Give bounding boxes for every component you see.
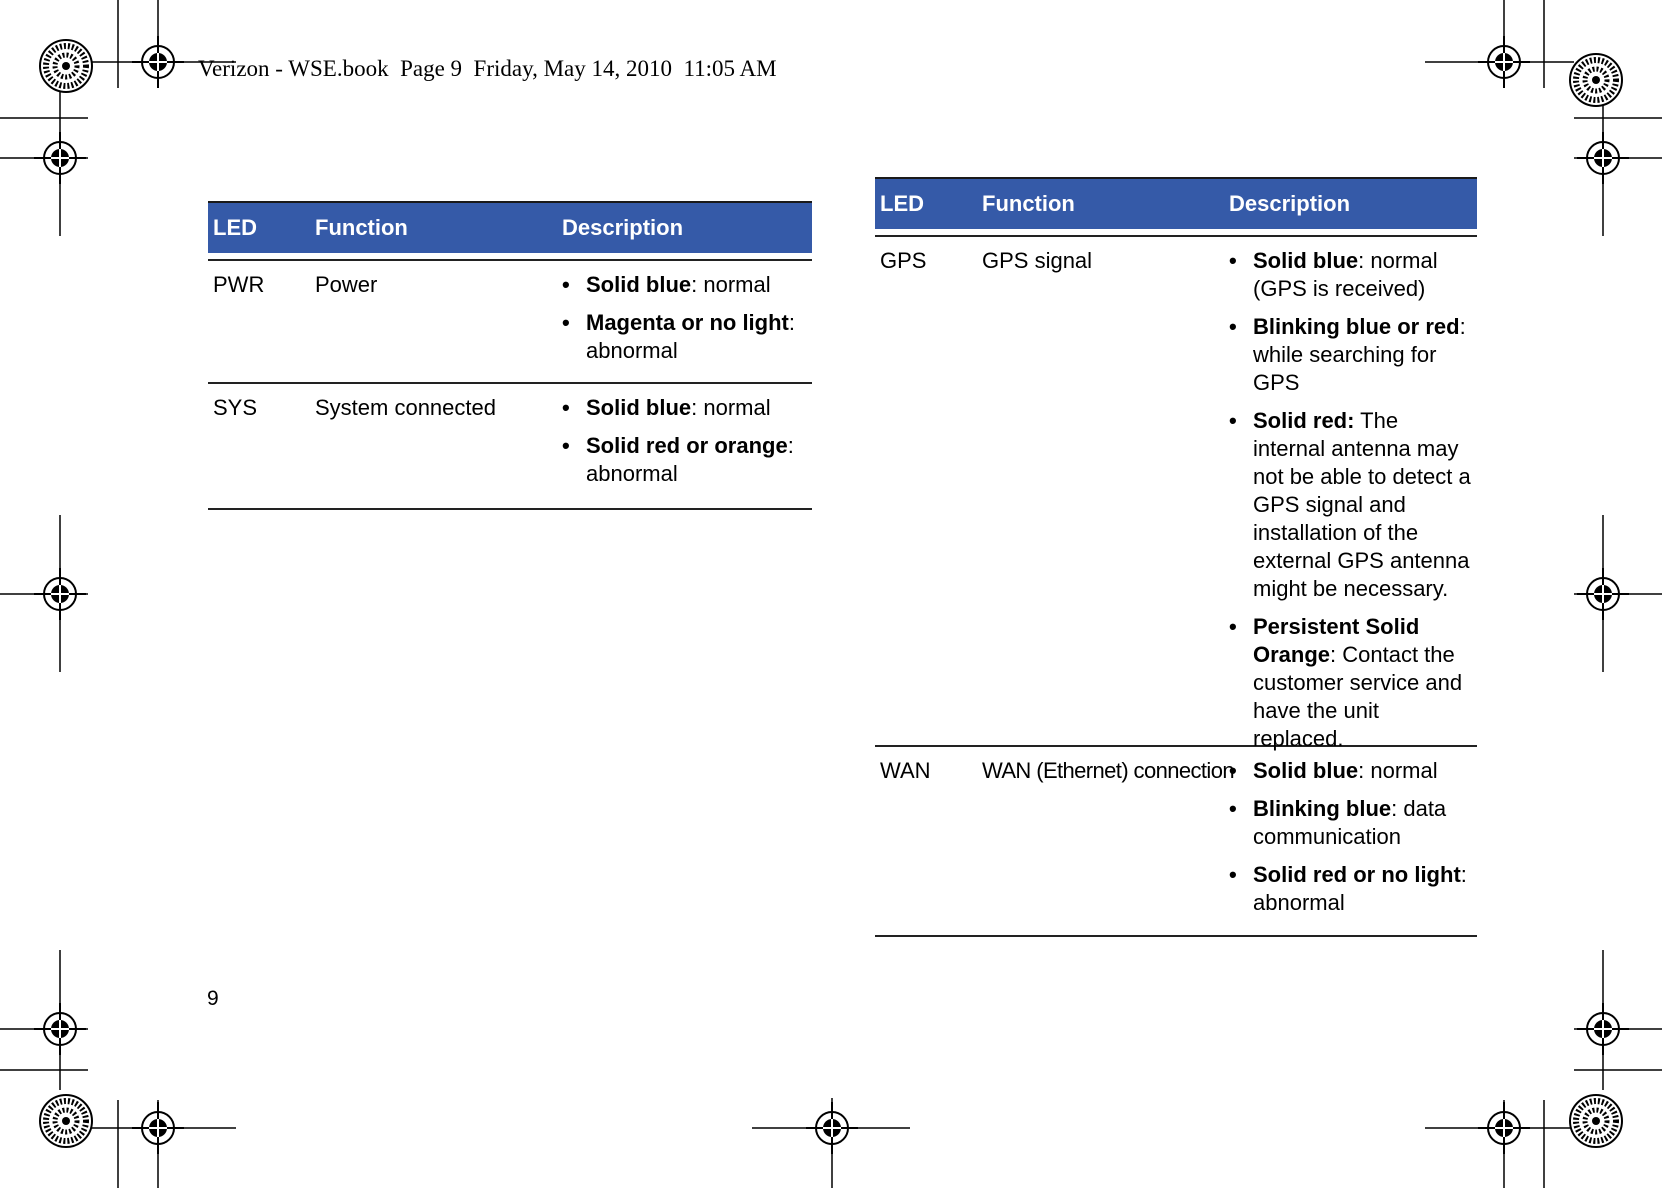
description-item: • Solid blue: normal [1229, 757, 1474, 785]
description-item: • Persistent Solid Orange: Contact the customer service and have the unit replaced. [1229, 613, 1474, 753]
led-name: PWR [213, 272, 265, 297]
description-item: • Solid blue: normal [562, 271, 810, 299]
led-function: GPS signal [982, 248, 1093, 273]
table-row-pwr [208, 261, 812, 384]
led-description [562, 394, 810, 498]
column-header-led: LED [213, 215, 257, 240]
description-item: • Magenta or no light: abnormal [562, 309, 810, 365]
description-item: • Solid red or no light: abnormal [1229, 861, 1474, 917]
description-item: • Solid blue: normal (GPS is received) [1229, 247, 1474, 303]
led-name: SYS [213, 395, 258, 420]
led-function: System connected [315, 395, 496, 420]
print-header: Verizon - WSE.book Page 9 Friday, May 14, 2010 11:05 AM [198, 56, 777, 81]
led-description [1229, 757, 1474, 927]
column-header-function: Function [315, 215, 408, 240]
led-table-left [208, 201, 812, 510]
table-header [875, 177, 1477, 229]
table-row-sys [208, 384, 812, 510]
column-header-led: LED [880, 191, 924, 216]
description-item: • Blinking blue or red: while searching for GPS [1229, 313, 1474, 397]
column-header-description: Description [562, 215, 684, 240]
description-item: • Solid red or orange: abnormal [562, 432, 810, 488]
led-name: WAN [880, 758, 931, 783]
table-row-gps [875, 237, 1477, 751]
led-function: WAN (Ethernet) connection [982, 758, 1234, 783]
description-item: • Solid red: The internal antenna may not be able to detect a GPS signal and installation of the external GPS antenna might be necessary. [1229, 407, 1474, 603]
led-description [562, 271, 810, 375]
led-function: Power [315, 272, 378, 297]
led-name: GPS [880, 248, 927, 273]
table-row-wan [875, 747, 1477, 937]
description-item: • Blinking blue: data communication [1229, 795, 1474, 851]
table-header [208, 201, 812, 253]
description-item: • Solid blue: normal [562, 394, 810, 422]
column-header-function: Function [982, 191, 1075, 216]
column-header-description: Description [1229, 191, 1351, 216]
page-number: 9 [207, 987, 219, 1010]
led-description [1229, 247, 1474, 763]
led-table-right [875, 177, 1477, 937]
